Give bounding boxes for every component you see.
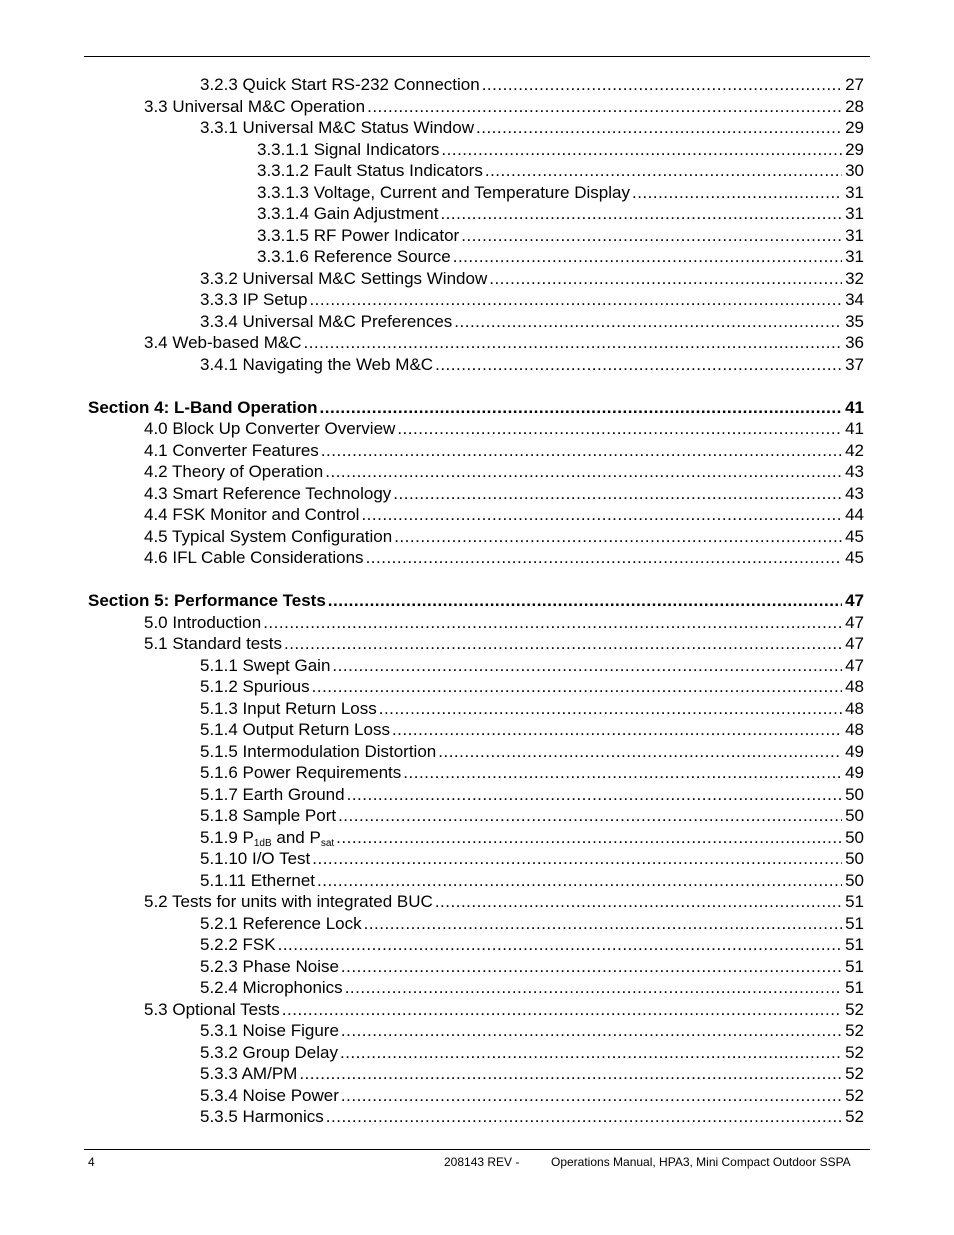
toc-entry-page: 31	[845, 225, 864, 245]
toc-entry-title: 5.3.2 Group Delay	[200, 1042, 338, 1062]
toc-dot-leader	[482, 74, 842, 96]
toc-entry-title: 3.4 Web-based M&C	[144, 333, 302, 352]
toc-entry-page: 29	[845, 118, 864, 137]
toc-dot-leader	[284, 633, 842, 655]
toc-entry-title: 3.3.1.3 Voltage, Current and Temperature Display	[257, 182, 630, 202]
toc-entry[interactable]	[88, 719, 864, 741]
toc-entry-title: 3.3.1.1 Signal Indicators	[257, 139, 440, 159]
toc-entry-page: 36	[845, 333, 864, 352]
toc-dot-leader	[364, 913, 842, 935]
toc-entry-page: 51	[845, 978, 864, 997]
toc-entry-page: 41	[845, 397, 864, 417]
toc-entry-title: 3.3.1.6 Reference Source	[257, 247, 451, 266]
toc-entry[interactable]	[88, 999, 864, 1021]
toc-dot-leader	[440, 203, 842, 225]
toc-entry-title: 5.2.3 Phase Noise	[200, 956, 339, 976]
toc-dot-leader	[367, 96, 842, 118]
toc-entry[interactable]	[88, 311, 864, 333]
toc-entry-page: 47	[845, 655, 864, 675]
toc-entry-title: 5.1.1 Swept Gain	[200, 655, 331, 675]
toc-dot-leader	[312, 848, 842, 870]
toc-entry-title: 5.2 Tests for units with integrated BUC	[144, 892, 433, 911]
toc-entry-page: 28	[845, 96, 864, 116]
toc-entry[interactable]	[88, 762, 864, 784]
toc-dot-leader	[435, 354, 842, 376]
toc-dot-leader	[485, 160, 842, 182]
toc-entry-title: 5.3.5 Harmonics	[200, 1107, 324, 1126]
toc-entry-title: 5.3.4 Noise Power	[200, 1085, 339, 1105]
footer-document-title: Operations Manual, HPA3, Mini Compact Outdoor SSPA	[551, 1155, 851, 1169]
toc-section-heading[interactable]	[88, 397, 864, 419]
toc-entry-page: 50	[845, 827, 864, 847]
toc-entry-page: 52	[845, 1085, 864, 1105]
toc-dot-leader	[453, 246, 842, 268]
toc-dot-leader	[394, 526, 842, 548]
toc-section-heading[interactable]	[88, 590, 864, 612]
toc-entry-title: 5.0 Introduction	[144, 612, 262, 632]
toc-entry-title: 3.3.4 Universal M&C Preferences	[200, 311, 453, 331]
toc-dot-leader	[309, 289, 842, 311]
toc-entry[interactable]	[88, 418, 864, 440]
toc-entry-page: 49	[845, 763, 864, 782]
toc-entry-title: 3.3.3 IP Setup	[200, 290, 308, 309]
footer-page-number: 4	[88, 1155, 95, 1169]
toc-entry-title: 5.1.6 Power Requirements	[200, 763, 402, 782]
table-of-contents	[88, 74, 864, 1128]
toc-entry-page: 34	[845, 290, 864, 309]
toc-entry[interactable]	[88, 504, 864, 526]
toc-entry-page: 48	[845, 720, 864, 739]
toc-entry-page: 50	[845, 784, 864, 804]
toc-entry[interactable]	[88, 354, 864, 376]
toc-entry-title: 5.1.10 I/O Test	[200, 849, 311, 868]
toc-entry-title: 3.4.1 Navigating the Web M&C	[200, 354, 434, 374]
toc-spacer	[88, 569, 864, 591]
footer-document-number: 208143 REV -	[444, 1155, 520, 1169]
toc-entry[interactable]	[88, 913, 864, 935]
toc-entry[interactable]	[88, 182, 864, 204]
toc-entry-page: 51	[845, 956, 864, 976]
header-rule	[84, 56, 870, 57]
toc-entry[interactable]	[88, 440, 864, 462]
toc-entry-title: 3.3.2 Universal M&C Settings Window	[200, 268, 488, 288]
toc-dot-leader	[489, 268, 842, 290]
toc-entry-title: 5.2.4 Microphonics	[200, 978, 343, 997]
toc-entry[interactable]	[88, 117, 864, 139]
toc-entry[interactable]	[88, 160, 864, 182]
toc-dot-leader	[282, 999, 842, 1021]
toc-entry-title: 4.1 Converter Features	[144, 440, 319, 460]
toc-dot-leader	[317, 870, 842, 892]
toc-entry[interactable]	[88, 827, 864, 849]
toc-dot-leader	[392, 719, 842, 741]
toc-entry-title: 5.1.5 Intermodulation Distortion	[200, 741, 437, 761]
toc-entry[interactable]	[88, 934, 864, 956]
toc-entry[interactable]	[88, 870, 864, 892]
toc-dot-leader	[632, 182, 842, 204]
toc-entry-title: 5.3 Optional Tests	[144, 999, 280, 1019]
toc-entry-page: 51	[845, 892, 864, 911]
toc-entry-page: 47	[845, 591, 864, 610]
toc-entry[interactable]	[88, 74, 864, 96]
toc-dot-leader	[328, 590, 842, 612]
toc-entry[interactable]	[88, 139, 864, 161]
toc-entry[interactable]	[88, 96, 864, 118]
toc-dot-leader	[278, 934, 842, 956]
footer-rule	[84, 1149, 870, 1150]
toc-dot-leader	[338, 805, 842, 827]
toc-entry[interactable]	[88, 547, 864, 569]
toc-dot-leader	[397, 418, 842, 440]
toc-dot-leader	[461, 225, 842, 247]
toc-entry-page: 27	[845, 75, 864, 94]
toc-entry-page: 37	[845, 354, 864, 374]
toc-entry[interactable]	[88, 225, 864, 247]
toc-entry-title: 5.1.3 Input Return Loss	[200, 698, 377, 718]
toc-entry-page: 44	[845, 505, 864, 524]
toc-dot-leader	[320, 397, 842, 419]
toc-entry-page: 43	[845, 483, 864, 503]
toc-entry-title: 3.3.1.5 RF Power Indicator	[257, 225, 460, 245]
toc-spacer	[88, 375, 864, 397]
toc-dot-leader	[438, 741, 842, 763]
toc-dot-leader	[303, 332, 842, 354]
toc-entry[interactable]	[88, 956, 864, 978]
toc-dot-leader	[341, 956, 842, 978]
toc-entry[interactable]	[88, 1042, 864, 1064]
toc-entry-page: 50	[845, 849, 864, 868]
toc-entry-page: 52	[845, 999, 864, 1019]
toc-dot-leader	[361, 504, 842, 526]
toc-entry-page: 52	[845, 1042, 864, 1062]
toc-entry-title: 5.1.8 Sample Port	[200, 806, 337, 825]
toc-entry-title: 3.3.1.4 Gain Adjustment	[257, 204, 439, 223]
toc-entry[interactable]	[88, 848, 864, 870]
toc-entry-page: 47	[845, 612, 864, 632]
toc-dot-leader	[347, 784, 842, 806]
toc-entry[interactable]	[88, 1106, 864, 1128]
toc-entry-page: 31	[845, 247, 864, 266]
toc-entry-page: 47	[845, 634, 864, 653]
toc-entry-title: 5.2.2 FSK	[200, 935, 276, 954]
toc-entry[interactable]	[88, 1085, 864, 1107]
toc-dot-leader	[332, 655, 842, 677]
toc-dot-leader	[341, 1085, 842, 1107]
toc-entry[interactable]	[88, 805, 864, 827]
toc-entry-title: 5.1.9 $P_{1dB}$ and $P_{sat}$	[200, 827, 335, 849]
toc-entry-page: 29	[845, 139, 864, 159]
toc-entry-page: 51	[845, 913, 864, 933]
toc-entry-page: 51	[845, 935, 864, 954]
toc-dot-leader	[299, 1063, 842, 1085]
toc-entry-page: 52	[845, 1107, 864, 1126]
toc-entry-page: 49	[845, 741, 864, 761]
toc-entry[interactable]	[88, 655, 864, 677]
toc-entry-title: 3.3 Universal M&C Operation	[144, 96, 366, 116]
toc-entry-title: 4.5 Typical System Configuration	[144, 526, 393, 546]
toc-dot-leader	[321, 440, 842, 462]
toc-entry-title: 4.2 Theory of Operation	[144, 462, 324, 481]
toc-dot-leader	[366, 547, 842, 569]
toc-entry-title: 4.0 Block Up Converter Overview	[144, 419, 396, 438]
toc-entry[interactable]	[88, 784, 864, 806]
toc-entry-title: 5.1.11 Ethernet	[200, 870, 315, 890]
toc-entry[interactable]	[88, 891, 864, 913]
toc-entry-page: 45	[845, 526, 864, 546]
toc-entry[interactable]	[88, 676, 864, 698]
toc-entry-page: 35	[845, 311, 864, 331]
toc-entry[interactable]	[88, 526, 864, 548]
toc-dot-leader	[325, 461, 842, 483]
toc-dot-leader	[379, 698, 842, 720]
toc-dot-leader	[403, 762, 842, 784]
toc-entry[interactable]	[88, 1063, 864, 1085]
toc-entry[interactable]	[88, 741, 864, 763]
toc-entry[interactable]	[88, 332, 864, 354]
toc-entry-title: 5.2.1 Reference Lock	[200, 913, 362, 933]
toc-entry-page: 31	[845, 182, 864, 202]
toc-dot-leader	[312, 676, 842, 698]
toc-entry[interactable]	[88, 203, 864, 225]
toc-dot-leader	[435, 891, 842, 913]
toc-entry-page: 52	[845, 1064, 864, 1083]
toc-dot-leader	[336, 827, 842, 849]
toc-entry-title: 5.3.3 AM/PM	[200, 1064, 298, 1083]
toc-entry-page: 50	[845, 870, 864, 890]
toc-entry-page: 42	[845, 440, 864, 460]
toc-dot-leader	[341, 1020, 842, 1042]
toc-entry-page: 45	[845, 548, 864, 567]
toc-dot-leader	[454, 311, 842, 333]
toc-dot-leader	[345, 977, 842, 999]
toc-entry-page: 41	[845, 419, 864, 438]
toc-entry[interactable]	[88, 1020, 864, 1042]
toc-dot-leader	[340, 1042, 842, 1064]
toc-entry[interactable]	[88, 461, 864, 483]
toc-entry[interactable]	[88, 268, 864, 290]
toc-entry-title: 4.6 IFL Cable Considerations	[144, 548, 364, 567]
toc-entry-page: 48	[845, 677, 864, 696]
toc-entry-title: 3.2.3 Quick Start RS-232 Connection	[200, 75, 480, 94]
toc-entry[interactable]	[88, 612, 864, 634]
toc-dot-leader	[476, 117, 842, 139]
toc-entry-title: Section 4: L-Band Operation	[88, 397, 318, 417]
toc-entry-page: 52	[845, 1021, 864, 1040]
toc-entry-page: 48	[845, 698, 864, 718]
toc-entry-page: 30	[845, 161, 864, 180]
toc-entry[interactable]	[88, 483, 864, 505]
toc-entry-title: 4.3 Smart Reference Technology	[144, 483, 392, 503]
toc-entry[interactable]	[88, 246, 864, 268]
toc-entry-title: 4.4 FSK Monitor and Control	[144, 505, 360, 524]
toc-entry-page: 50	[845, 806, 864, 825]
toc-entry-title: 5.3.1 Noise Figure	[200, 1021, 339, 1040]
toc-entry[interactable]	[88, 977, 864, 999]
toc-entry-page: 31	[845, 204, 864, 223]
toc-entry-page: 32	[845, 268, 864, 288]
toc-dot-leader	[393, 483, 842, 505]
toc-dot-leader	[441, 139, 842, 161]
toc-entry-page: 43	[845, 462, 864, 481]
toc-entry-title: 5.1.2 Spurious	[200, 677, 310, 696]
toc-entry[interactable]	[88, 633, 864, 655]
toc-entry-title: 5.1.7 Earth Ground	[200, 784, 345, 804]
toc-entry[interactable]	[88, 289, 864, 311]
toc-entry-title: 5.1 Standard tests	[144, 634, 282, 653]
toc-dot-leader	[263, 612, 842, 634]
toc-entry-title: 5.1.4 Output Return Loss	[200, 720, 390, 739]
toc-dot-leader	[326, 1106, 842, 1128]
toc-entry[interactable]	[88, 698, 864, 720]
toc-entry-title: Section 5: Performance Tests	[88, 591, 326, 610]
toc-entry-title: 3.3.1.2 Fault Status Indicators	[257, 161, 483, 180]
toc-entry-title: 3.3.1 Universal M&C Status Window	[200, 118, 474, 137]
